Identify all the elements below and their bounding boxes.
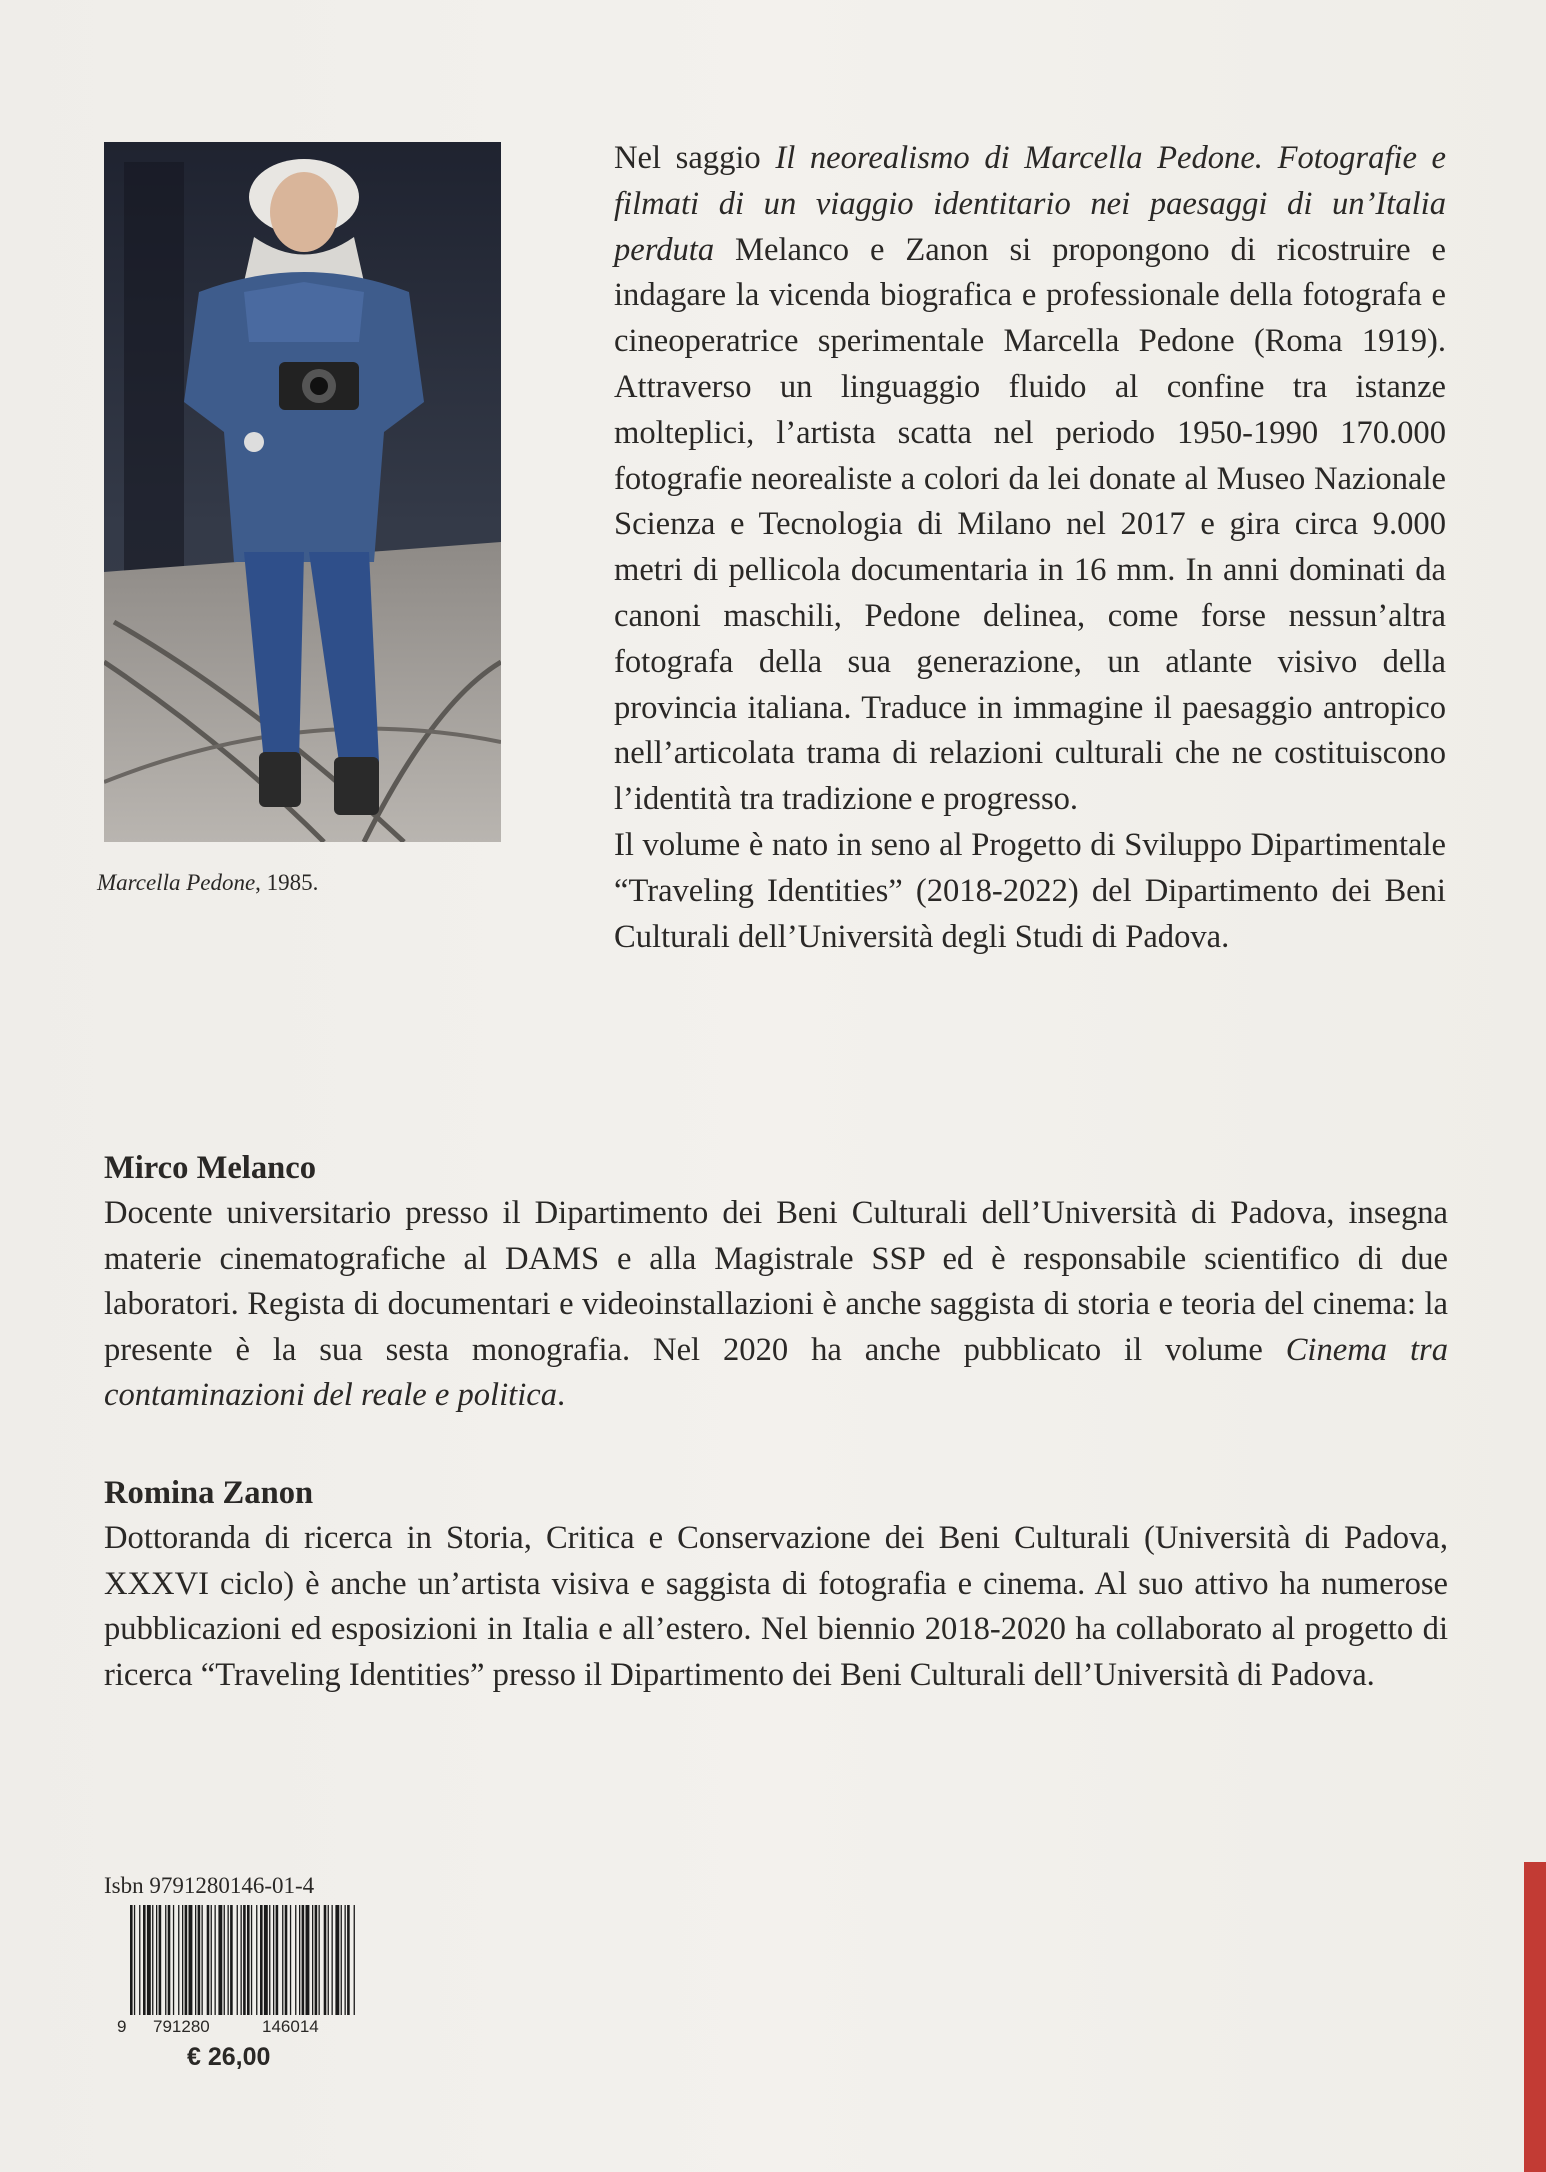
barcode-bar <box>290 1905 291 2015</box>
barcode-bar <box>295 1905 296 2015</box>
author-bio-end: . <box>557 1377 566 1413</box>
barcode-bar <box>299 1905 300 2015</box>
caption-year: , 1985. <box>255 870 319 895</box>
barcode-bar <box>156 1905 157 2015</box>
barcode-bar <box>282 1905 283 2015</box>
barcode-bar <box>173 1905 174 2015</box>
barcode-bar <box>224 1905 225 2015</box>
barcode-bar <box>189 1905 193 2015</box>
barcode-bar <box>195 1905 196 2015</box>
barcode-bar <box>319 1905 320 2015</box>
author-portrait-photo <box>104 142 501 842</box>
barcode-bar <box>143 1905 146 2015</box>
barcode-bar <box>237 1905 238 2015</box>
book-title: Il neorealismo di Marcella Pedone. Fotografie e filmati di un viaggio identitario nei paesaggi di un’Italia perduta <box>614 140 1446 268</box>
barcode-bar <box>341 1905 342 2015</box>
barcode-bar <box>207 1905 210 2015</box>
barcode-bar <box>152 1905 153 2015</box>
barcode-bar <box>247 1905 250 2015</box>
barcode-bar <box>218 1905 222 2015</box>
caption-name: Marcella Pedone <box>97 870 256 895</box>
book-description <box>614 136 1446 960</box>
barcode-bar <box>256 1905 257 2015</box>
barcode-bar <box>324 1905 327 2015</box>
barcode-bar <box>228 1905 229 2015</box>
barcode-bar <box>273 1905 274 2015</box>
barcode-bar <box>202 1905 203 2015</box>
barcode-bar <box>251 1905 252 2015</box>
barcode-bar <box>302 1905 305 2015</box>
barcode-bar <box>230 1905 233 2015</box>
barcode-bar <box>130 1905 133 2015</box>
portrait-photo-icon <box>104 142 501 842</box>
barcode-bar <box>260 1905 263 2015</box>
description-lead: Nel saggio <box>614 140 776 176</box>
author-bio <box>104 1191 1448 1419</box>
barcode-bar <box>285 1905 288 2015</box>
barcode-bar <box>264 1905 268 2015</box>
description-paragraph-1 <box>614 136 1446 823</box>
author-bio: Dottoranda di ricerca in Storia, Critica e Conservazione dei Beni Culturali (Università di Padova, XXXVI ciclo) è anche un’artista visiva e saggista di fotografia e cinema. Al suo attivo ha numerose pubblicazioni ed esposizioni in Italia e all’estero. Nel biennio 2018-2020 ha collaborato al progetto di ricerca “Traveling Identities” presso il Dipartimento dei Beni Culturali dell’Università di Padova. <box>104 1520 1448 1693</box>
isbn-label: Isbn 9791280146-01-4 <box>104 1873 315 1898</box>
barcode-bar <box>182 1905 183 2015</box>
barcode-bar <box>168 1905 171 2015</box>
author-bio-text: Docente universitario presso il Dipartimento dei Beni Culturali dell’Università di Padova, insegna materie cinematografiche al DAMS e alla Magistrale SSP ed è responsabile scientifico di due laboratori. Regista di documentari e videoinstallazioni è anche saggista di storia e teoria del cinema: la presente è la sua sesta monografia. Nel 2020 ha anche pubblicato il volume <box>104 1195 1448 1368</box>
barcode-digits-right: 146014 <box>262 2017 319 2036</box>
barcode-bar <box>347 1905 350 2015</box>
barcode-bar <box>328 1905 329 2015</box>
barcode-bar <box>276 1905 279 2015</box>
description-body: Melanco e Zanon si propongono di ricostruire e indagare la vicenda biografica e professionale della fotografa e cineoperatrice sperimentale Marcella Pedone (Roma 1919). Attraverso un linguaggio fluido al confine tra istanze molteplici, l’artista scatta nel periodo 1950-1990 170.000 fotografie neorealiste a colori da lei donate al Museo Nazionale Scienza e Tecnologia di Milano nel 2017 e gira circa 9.000 metri di pellicola documentaria in 16 mm. In anni dominati da canoni maschili, Pedone delinea, come forse nessun’altra fotografa della sua generazione, un atlante visivo della provincia italiana. Traduce in immagine il paesaggio antropico nell’articolata trama di relazioni culturali che ne costituiscono l’identità tra tradizione e progresso. <box>614 231 1446 818</box>
barcode-bar <box>211 1905 212 2015</box>
barcode-bar <box>139 1905 140 2015</box>
barcode-bar <box>215 1905 216 2015</box>
barcode-bar <box>354 1905 355 2015</box>
barcode-bar <box>178 1905 179 2015</box>
barcode-bar <box>159 1905 162 2015</box>
spine-color-strip <box>1524 1862 1546 2172</box>
barcode-bar <box>185 1905 188 2015</box>
barcode-bar <box>306 1905 310 2015</box>
barcode-bar <box>335 1905 339 2015</box>
barcode-bar <box>243 1905 246 2015</box>
barcode-bar <box>345 1905 346 2015</box>
author-bio-zanon <box>104 1470 1448 1698</box>
barcode-bars <box>128 1905 356 2015</box>
author-book-title: Cinema tra contaminazioni del reale e politica <box>104 1331 1448 1413</box>
barcode-icon <box>128 1905 356 2015</box>
barcode-digit-prefix: 9 <box>117 2017 127 2036</box>
barcode-bar <box>332 1905 333 2015</box>
description-paragraph-2: Il volume è nato in seno al Progetto di Sviluppo Dipartimentale “Traveling Identities” (2018-2022) del Dipartimento dei Beni Culturali dell’Università degli Studi di Padova. <box>614 826 1446 955</box>
barcode-bar <box>165 1905 166 2015</box>
photo-caption <box>97 870 318 896</box>
barcode-bar <box>241 1905 242 2015</box>
barcode-bar <box>269 1905 270 2015</box>
barcode-digits-left: 791280 <box>153 2017 210 2036</box>
barcode-bar <box>198 1905 201 2015</box>
barcode-bar <box>134 1905 135 2015</box>
author-bio-melanco <box>104 1145 1448 1419</box>
author-name: Romina Zanon <box>104 1475 314 1511</box>
author-name: Mirco Melanco <box>104 1150 316 1186</box>
barcode-bar <box>315 1905 318 2015</box>
price-label: € 26,00 <box>187 2043 271 2071</box>
barcode-bar <box>312 1905 313 2015</box>
barcode-bar <box>147 1905 151 2015</box>
